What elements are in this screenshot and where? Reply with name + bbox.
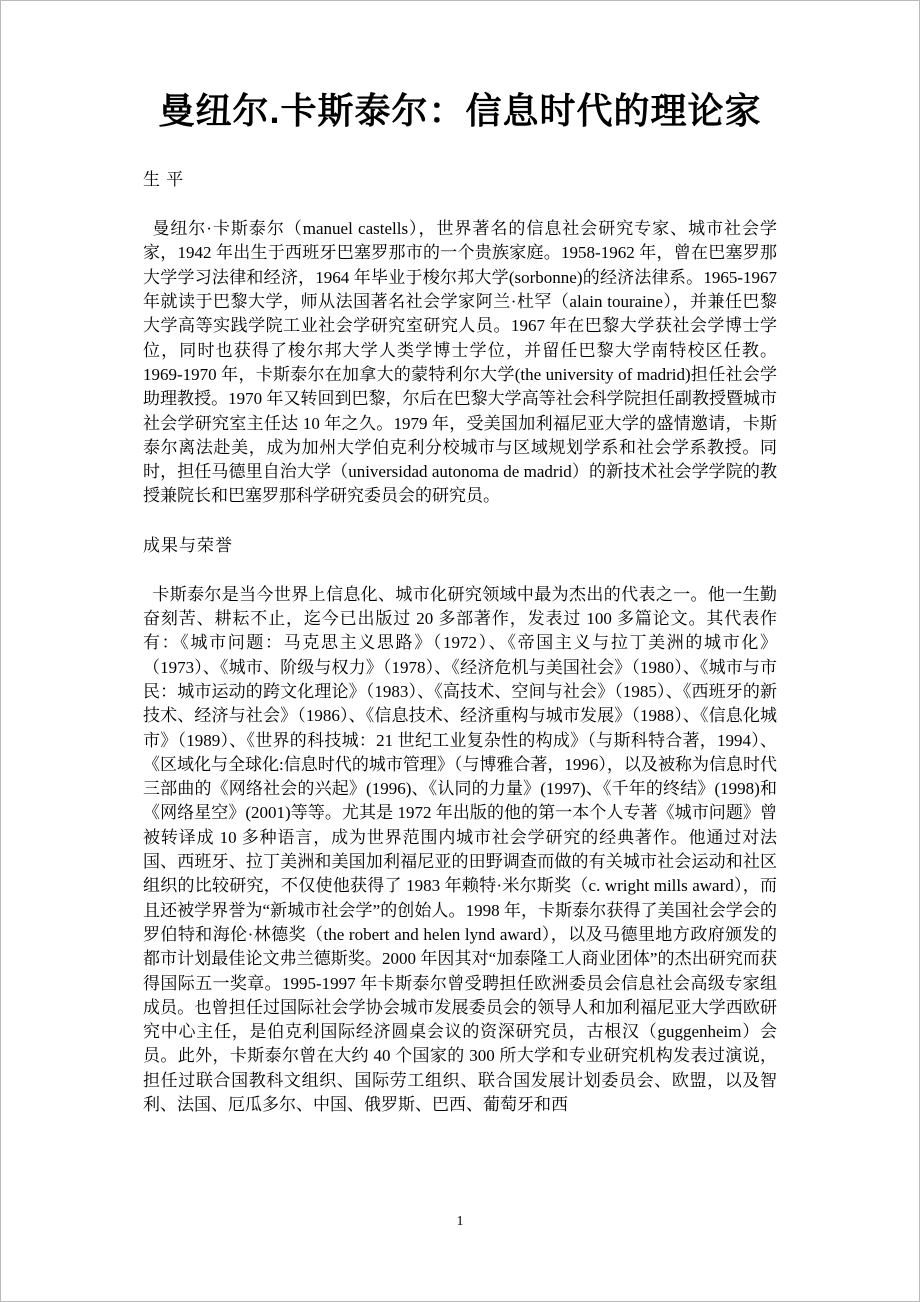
section-heading-biography: 生 平: [143, 170, 185, 190]
section-biography: [143, 168, 777, 509]
document-title: 曼纽尔.卡斯泰尔：信息时代的理论家: [158, 90, 762, 131]
paragraph-biography: 曼纽尔·卡斯泰尔（manuel castells），世界著名的信息社会研究专家、城市社会学家，1942 年出生于西班牙巴塞罗那市的一个贵族家庭。1958-1962 年，曾在巴塞罗那大学学习法律和经济，1964 年毕业于梭尔邦大学(sorbonne)的经济法律系。1965-1967 年就读于巴黎大学，师从法国著名社会学家阿兰·杜罕（alain touraine），并兼任巴黎大学高等实践学院工业社会学研究室研究人员。1967 年在巴黎大学获社会学博士学位，同时也获得了梭尔邦大学人类学博士学位，并留任巴黎大学南特校区任教。1969-1970 年，卡斯泰尔在加拿大的蒙特利尔大学(the university of madrid)担任社会学助理教授。1970 年又转回到巴黎，尔后在巴黎大学高等社会科学院担任副教授暨城市社会学研究室主任达 10 年之久。1979 年，受美国加利福尼亚大学的盛情邀请，卡斯泰尔离法赴美，成为加州大学伯克利分校城市与区域规划学系和社会学系教授。同时，担任马德里自治大学（universidad autonoma de madrid）的新技术社会学学院的教授兼院长和巴塞罗那科学研究委员会的研究员。: [143, 219, 777, 506]
section-achievements: [143, 534, 777, 1118]
section-heading-achievements: 成果与荣誉: [143, 535, 233, 555]
paragraph-achievements: 卡斯泰尔是当今世界上信息化、城市化研究领域中最为杰出的代表之一。他一生勤奋刻苦、耕耘不止，迄今已出版过 20 多部著作，发表过 100 多篇论文。其代表作有：《城市问题：马克思主义思路》（1972）、《帝国主义与拉丁美洲的城市化》（1973）、《城市、阶级与权力》（1978）、《经济危机与美国社会》（1980）、《城市与市民：城市运动的跨文化理论》（1983）、《高技术、空间与社会》（1985）、《西班牙的新技术、经济与社会》（1986）、《信息技术、经济重构与城市发展》（1988）、《信息化城市》（1989）、《世界的科技城：21 世纪工业复杂性的构成》（与斯科特合著，1994）、《区域化与全球化:信息时代的城市管理》（与博雅合著，1996），以及被称为信息时代三部曲的《网络社会的兴起》(1996)、《认同的力量》(1997)、《千年的终结》(1998)和《网络星空》(2001)等等。尤其是 1972 年出版的他的第一本个人专著《城市问题》曾被转译成 10 多种语言，成为世界范围内城市社会学研究的经典著作。他通过对法国、西班牙、拉丁美洲和美国加利福尼亚的田野调查而做的有关城市社会运动和社区组织的比较研究，不仅使他获得了 1983 年赖特·米尔斯奖（c. wright mills award），而且还被学界誉为“新城市社会学”的创始人。1998 年，卡斯泰尔获得了美国社会学会的罗伯特和海伦·林德奖（the robert and helen lynd award），以及马德里地方政府颁发的都市计划最佳论文弗兰德斯奖。2000 年因其对“加泰隆工人商业团体”的杰出研究而获得国际五一奖章。1995-1997 年卡斯泰尔曾受聘担任欧洲委员会信息社会高级专家组成员。也曾担任过国际社会学协会城市发展委员会的领导人和加利福尼亚大学西欧研究中心主任，是伯克利国际经济圆桌会议的资深研究员，古根汉（guggenheim）会员。此外，卡斯泰尔曾在大约 40 个国家的 300 所大学和专业研究机构发表过演说，担任过联合国教科文组织、国际劳工组织、联合国发展计划委员会、欧盟，以及智利、法国、厄瓜多尔、中国、俄罗斯、巴西、葡萄牙和西: [143, 584, 777, 1114]
page-number: 1: [456, 1214, 464, 1229]
